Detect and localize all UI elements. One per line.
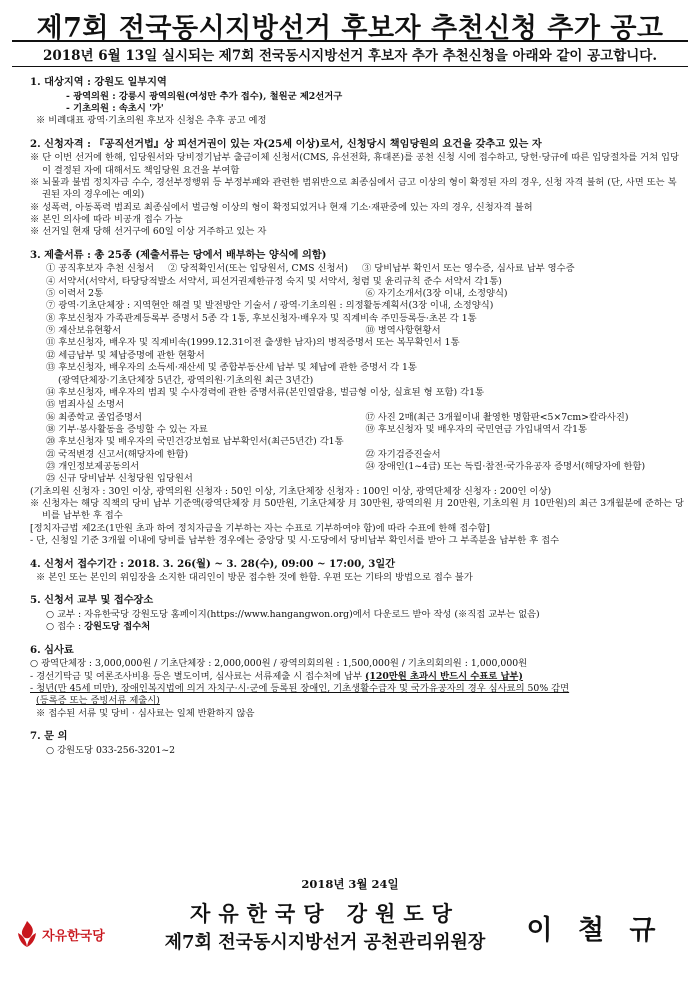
- list-item: ⑯ 최종학교 졸업증명서: [46, 411, 143, 423]
- note: ※ 성폭력, 아동폭력 범죄로 최종심에서 벌금형 이상의 형이 확정되었거나 현재 기소·재판중에 있는 자의 경우, 신청자격 불허: [30, 201, 533, 213]
- note: ※ 선거일 현재 당해 선거구에 60일 이상 거주하고 있는 자: [30, 226, 267, 238]
- section-documents: [30, 249, 685, 548]
- section-label: 4. 신청서 접수기간 :: [30, 557, 124, 570]
- list-item: ⑤ 이력서 2통: [46, 288, 104, 299]
- list-item: ⑦ 광역·기초단체장 : 지역현안 해결 및 발전방안 기술서 / 광역·기초의원 : 의정활동계획서(3장 이내, 소정양식): [46, 300, 494, 312]
- list-item: ⑲ 후보신청자 및 배우자의 국민연금 가입내역서 각1통: [365, 423, 588, 435]
- signatory-title: 제7회 전국동시지방선거 공천관리위원장: [164, 932, 486, 953]
- list-item: ⑧ 후보신청자 가족관계등록부 증명서 5종 각 1통, 후보신청자·배우자 및 직계비속 주민등록등·초본 각 1통: [46, 312, 477, 324]
- note: ※ 뇌물과 불법 정치자금 수수, 경선부정행위 등 부정부패와 관련한 범위반으로 최종심에서 금고 이상의 형이 확정된 자의 경우, 신청 자격 불허 (단, 사면 또는 복권된 자의 경우에는 예외): [30, 176, 677, 201]
- list-item: ⑥ 자기소개서(3장 이내, 소정양식): [365, 288, 508, 299]
- note: ※ 본인 또는 본인의 위임장을 소지한 대리인이 방문 접수한 것에 한함. 우편 또는 기타의 방법으로 접수 불가: [36, 572, 473, 584]
- list-item: ⑰ 사진 2매(최근 3개월이내 촬영한 명함판<5×7cm>칼라사진): [365, 411, 629, 423]
- section-heading: 3. 제출서류 : 총 25종 (제출서류는 당에서 배부하는 양식에 의함): [30, 248, 327, 261]
- reception-place: 강원도당 접수처: [84, 621, 151, 633]
- party-logo: [14, 914, 142, 954]
- list-item-sub: (등록증 또는 증빙서류 제출시): [36, 695, 160, 707]
- period-value: 2018. 3. 26(월) ~ 3. 28(수), 09:00 ~ 17:00, 3일간: [127, 557, 396, 570]
- list-item: ④ 서약서(서약서, 타당당적발소 서약서, 피선거권제한규정 숙지 및 서약서, 청렴 및 윤리규칙 준수 서약서 각1통): [46, 275, 502, 287]
- list-row: [46, 325, 685, 337]
- list-item: ㉑ 국적변경 신고서(해당자에 한함): [46, 448, 189, 460]
- list-row: [46, 449, 685, 474]
- section-heading-text: 『공직선거법』상 피선거권이 있는 자(25세 이상)로서, 신청당시 책임당원의 요건을 갖추고 있는 자: [94, 137, 542, 150]
- list-item: - 청년(만 45세 미만), 장애인복지법에 의거 자치구·시·군에 등록된 장애인, 기초생활수급자 및 국가유공자의 경우 심사료의 50% 감면: [30, 683, 570, 695]
- section-eligibility: [30, 138, 685, 239]
- section-heading: 6. 심사료: [30, 643, 74, 656]
- list-item: ② 당적확인서(또는 입당원서, CMS 신청서): [167, 263, 349, 275]
- list-item: ㉔ 장애인(1~4급) 또는 독립·참전·국가유공자 증명서(해당자에 한함): [365, 461, 646, 473]
- section-screening-fee: [30, 644, 685, 720]
- list-item: ⑭ 후보신청자, 배우자의 범죄 및 수사경력에 관한 증명서류(본인열람용, 벌금형 이상, 실효된 형 포함) 각1통: [46, 386, 484, 398]
- page-title: 제7회 전국동시지방선거 후보자 추천신청 추가 공고: [36, 13, 664, 44]
- list-item: ③ 당비납부 확인서 또는 영수증, 심사료 납부 영수증: [362, 263, 575, 275]
- contact-phone: ○ 강원도당 033-256-3201~2: [46, 744, 176, 756]
- party-logo-text: 자유한국당: [42, 928, 105, 944]
- section-heading: 7. 문 의: [30, 730, 68, 743]
- list-row: [46, 288, 685, 300]
- list-item: ⑳ 후보신청자 및 배우자의 국민건강보험료 납부확인서(최근5년간) 각1통: [46, 436, 344, 448]
- list-item: ⑪ 후보신청자, 배우자 및 직계비속(1999.12.31이전 출생한 남자)의 병적증명서 또는 복무확인서 1통: [46, 337, 460, 349]
- note: ※ 본인 의사에 따라 비공개 접수 가능: [30, 214, 183, 225]
- list-item: ○ 광역단체장 : 3,000,000원 / 기초단체장 : 2,000,000원 / 광역의회의원 : 1,500,000원 / 기초의회의원 : 1,000,000원: [30, 658, 528, 670]
- list-item: ⑫ 세금납부 및 체납증명에 관한 현황서: [46, 349, 205, 361]
- section-heading: [30, 558, 685, 572]
- page-subtitle: 2018년 6월 13일 실시되는 제7회 전국동시지방선거 후보자 추가 추천신청을 아래와 같이 공고합니다.: [42, 48, 658, 64]
- note: ※ 접수된 서류 및 당비 · 심사료는 일체 반환하지 않음: [36, 707, 255, 719]
- title-divider: [12, 40, 688, 42]
- list-item: ㉒ 자기검증진술서: [365, 448, 441, 460]
- list-item-label: ○ 접수 :: [46, 621, 85, 633]
- note: ※ 단 이번 선거에 한해, 입당원서와 당비정기납부 출금이체 신청서(CMS, 유선전화, 휴대폰)를 공천 신청 시에 접수하고, 당헌·당규에 따른 입당절차를 거쳐 입당이 결정된 자에 대해서도 책임당원 요건을 부여함: [30, 152, 679, 176]
- list-row: [46, 263, 685, 275]
- list-item: ○ 교부 : 자유한국당 강원도당 홈페이지(https://www.hangangwon.org)에서 다운로드 받아 작성 (※직접 교부는 없음): [46, 609, 540, 621]
- list-item: ① 공직후보자 추천 신청서: [46, 263, 154, 275]
- list-item: ⑬ 후보신청자, 배우자의 소득세·재산세 및 종합부동산세 납부 및 체납에 관한 증명서 각 1통: [46, 362, 417, 374]
- section-inquiry: [30, 730, 685, 757]
- list-item: ⑱ 기부·봉사활동을 증빙할 수 있는 자료: [46, 423, 208, 435]
- list-item-sub: (광역단체장·기초단체장 5년간, 광역의원·기초의원 최근 3년간): [58, 374, 314, 386]
- note: [정치자금법 제2조(1만원 초과 하여 정치자금을 기부하는 자는 수표로 기부하여야 함)에 따라 수표에 한해 접수함]: [30, 522, 490, 534]
- list-item: - 광역의원 : 강릉시 광역의원(여성만 추가 접수), 철원군 제2선거구: [66, 90, 343, 102]
- list-item-text: - 경선기탁금 및 여론조사비용 등은 별도이며, 심사료는 서류제출 시 접수처에 납부: [30, 670, 365, 682]
- notice-body: [30, 76, 685, 757]
- list-row: [46, 412, 685, 437]
- signatory-name: 이 철 규: [526, 915, 664, 946]
- list-item: ⑮ 범죄사실 소명서: [46, 399, 125, 411]
- list-item: ㉕ 신규 당비납부 신청당원 입당원서: [46, 473, 193, 485]
- section-heading: [30, 138, 685, 152]
- list-item: - 기초의원 : 속초시 '가': [66, 102, 164, 114]
- section-heading: 5. 신청서 교부 및 접수장소: [30, 594, 154, 607]
- section-application-period: [30, 558, 685, 585]
- section-heading: 1. 대상지역 : 강원도 일부지역: [30, 76, 167, 88]
- list-item: [30, 671, 685, 683]
- note: ※ 비례대표 광역·기초의원 후보자 신청은 추후 공고 예정: [36, 115, 267, 127]
- list-item: ⑩ 병역사항현황서: [365, 325, 441, 337]
- subtitle-divider: [12, 66, 688, 67]
- signatory-organization: 자유한국당 강원도당: [190, 901, 460, 926]
- list-item: [30, 621, 685, 633]
- list-item-sub: (기초의원 신청자 : 30인 이상, 광역의원 신청자 : 50인 이상, 기초단체장 신청자 : 100인 이상, 광역단체장 신청자 : 200인 이상): [30, 485, 552, 497]
- list-item: ⑨ 재산보유현황서: [46, 325, 122, 337]
- note: ※ 신청자는 해당 직책의 당비 납부 기준액(광역단체장 月 50만원, 기초단체장 月 30만원, 광역의원 月 20만원, 기초의원 月 10만원)의 최근 3개월분에 준하는 당비를 납부한 후 접수: [30, 498, 684, 522]
- check-notice: (120만원 초과시 반드시 수표로 납부): [364, 670, 523, 682]
- note: - 단, 신청일 기준 3개월 이내에 당비를 납부한 경우에는 중앙당 및 시·도당에서 당비납부 확인서를 받아 그 부족분을 납부한 후 접수: [30, 535, 560, 547]
- list-item: ㉓ 개인정보제공동의서: [46, 461, 140, 473]
- torch-icon: [14, 919, 40, 949]
- section-target-area: [30, 76, 685, 128]
- notice-date: 2018년 3월 24일: [301, 877, 399, 891]
- section-label: 2. 신청자격 :: [30, 137, 91, 150]
- section-distribution-place: [30, 594, 685, 633]
